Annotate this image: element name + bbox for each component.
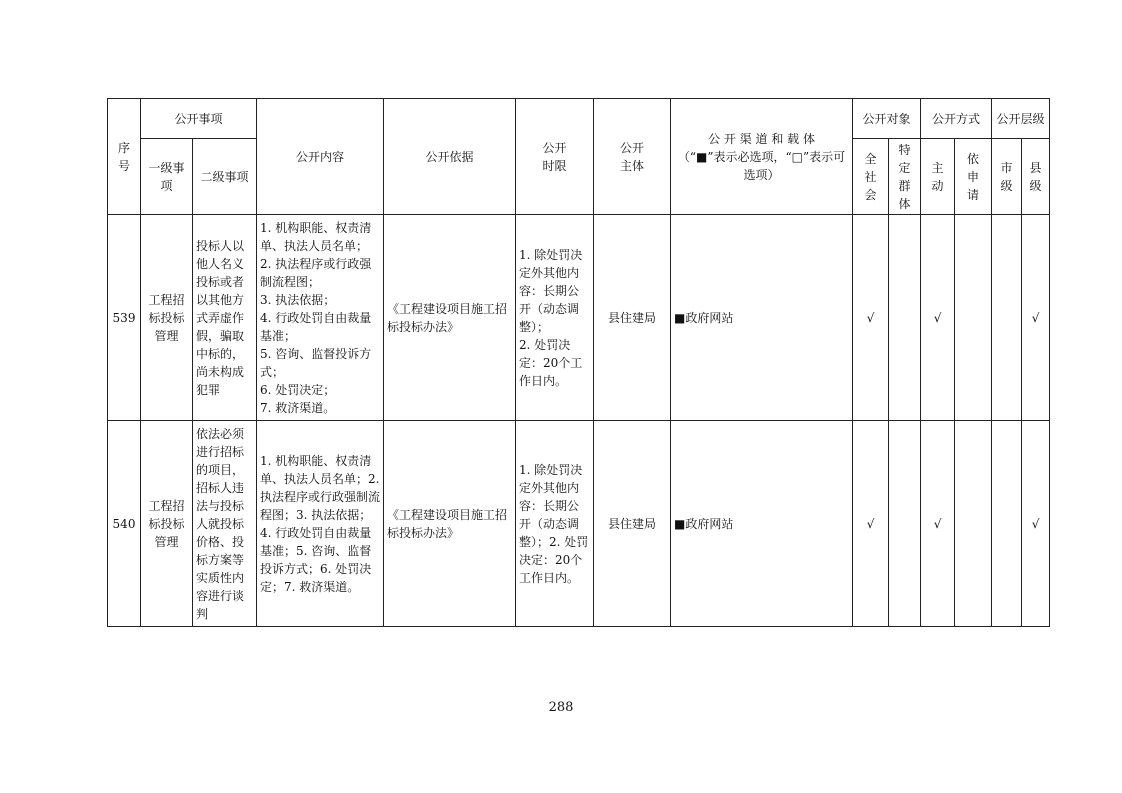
header-method-request: 依申请 bbox=[955, 139, 992, 215]
cell-method-active: √ bbox=[921, 215, 955, 421]
header-level2: 二级事项 bbox=[193, 139, 257, 215]
cell-level1: 工程招标投标管理 bbox=[141, 215, 193, 421]
cell-level2: 依法必须进行招标的项目，招标人违法与投标人就投标价格、投标方案等实质性内容进行谈判 bbox=[193, 421, 257, 627]
header-channel: 公 开 渠 道 和 载 体 （“■”表示必选项，“□”表示可选项） bbox=[671, 99, 853, 215]
header-method: 公开方式 bbox=[921, 99, 992, 139]
cell-subject: 县住建局 bbox=[594, 421, 671, 627]
cell-target-specific bbox=[889, 215, 921, 421]
cell-level-county: √ bbox=[1022, 215, 1050, 421]
cell-basis: 《工程建设项目施工招标投标办法》 bbox=[384, 421, 516, 627]
table-row bbox=[108, 421, 1050, 627]
cell-target-all: √ bbox=[853, 421, 889, 627]
cell-time-limit: 1. 除处罚决定外其他内容：长期公开（动态调整）； 2. 处罚决定：20个工作日内。 bbox=[516, 215, 594, 421]
cell-method-request bbox=[955, 215, 992, 421]
cell-seq: 539 bbox=[108, 215, 141, 421]
cell-seq: 540 bbox=[108, 421, 141, 627]
header-item: 公开事项 bbox=[141, 99, 257, 139]
header-level1: 一级事项 bbox=[141, 139, 193, 215]
header-seq: 序号 bbox=[108, 99, 141, 215]
header-level-city: 市级 bbox=[992, 139, 1022, 215]
header-content: 公开内容 bbox=[257, 99, 384, 215]
cell-level-county: √ bbox=[1022, 421, 1050, 627]
header-target: 公开对象 bbox=[853, 99, 921, 139]
header-basis: 公开依据 bbox=[384, 99, 516, 215]
header-target-specific: 特定群体 bbox=[889, 139, 921, 215]
cell-channel: ■政府网站 bbox=[671, 215, 853, 421]
cell-method-request bbox=[955, 421, 992, 627]
cell-level-city bbox=[992, 215, 1022, 421]
cell-content: 1. 机构职能、权责清单、执法人员名单； 2. 执法程序或行政强制流程图； 3. 执法依据； 4. 行政处罚自由裁量基准； 5. 咨询、监督投诉方式； 6. 处罚决定； 7. 救济渠道。 bbox=[257, 215, 384, 421]
cell-basis: 《工程建设项目施工招标投标办法》 bbox=[384, 215, 516, 421]
header-level-county: 县级 bbox=[1022, 139, 1050, 215]
cell-subject: 县住建局 bbox=[594, 215, 671, 421]
cell-target-all: √ bbox=[853, 215, 889, 421]
table-row bbox=[108, 215, 1050, 421]
cell-time-limit: 1. 除处罚决定外其他内容：长期公开（动态调整）；2. 处罚决定：20个工作日内。 bbox=[516, 421, 594, 627]
header-method-active: 主动 bbox=[921, 139, 955, 215]
cell-level-city bbox=[992, 421, 1022, 627]
cell-level1: 工程招标投标管理 bbox=[141, 421, 193, 627]
header-time-limit: 公开 时限 bbox=[516, 99, 594, 215]
header-subject: 公开 主体 bbox=[594, 99, 671, 215]
disclosure-table bbox=[107, 98, 1050, 627]
cell-content: 1. 机构职能、权责清单、执法人员名单；2. 执法程序或行政强制流程图；3. 执法依据；4. 行政处罚自由裁量基准；5. 咨询、监督投诉方式；6. 处罚决定；7. 救济渠道。 bbox=[257, 421, 384, 627]
header-target-all: 全社会 bbox=[853, 139, 889, 215]
cell-level2: 投标人以他人名义投标或者以其他方式弄虚作假，骗取中标的，尚未构成犯罪 bbox=[193, 215, 257, 421]
cell-target-specific bbox=[889, 421, 921, 627]
cell-method-active: √ bbox=[921, 421, 955, 627]
cell-channel: ■政府网站 bbox=[671, 421, 853, 627]
page-number: 288 bbox=[548, 700, 574, 715]
header-level: 公开层级 bbox=[992, 99, 1050, 139]
